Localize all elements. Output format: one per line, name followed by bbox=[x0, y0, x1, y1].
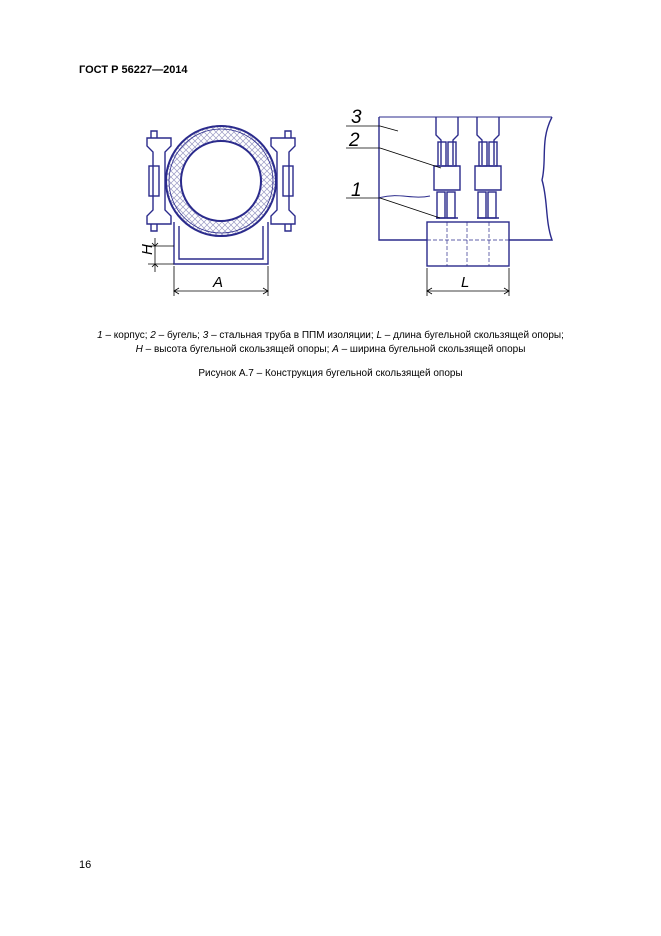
legend-text: – стальная труба в ППМ изоляции; bbox=[208, 330, 377, 341]
dimension-l-label: L bbox=[461, 274, 470, 291]
cross-section-view bbox=[147, 126, 295, 264]
support-drawing bbox=[0, 0, 661, 320]
label-pipe: 3 bbox=[351, 107, 362, 128]
legend-num: 1 bbox=[97, 330, 103, 341]
page-number: 16 bbox=[79, 859, 92, 871]
support-body-side bbox=[427, 222, 509, 266]
clamp-outer bbox=[166, 126, 276, 236]
legend-num: A bbox=[332, 344, 339, 355]
figure-legend-line-1 bbox=[60, 328, 601, 343]
legend-text: – длина бугельной скользящей опоры; bbox=[382, 330, 564, 341]
legend-text: – высота бугельной скользящей опоры; bbox=[142, 344, 333, 355]
legend-num: H bbox=[135, 344, 143, 355]
dimension-a-label: A bbox=[213, 274, 224, 291]
side-view bbox=[379, 117, 552, 266]
label-clamp: 2 bbox=[349, 130, 360, 151]
legend-num: 3 bbox=[202, 330, 209, 341]
leader-lines bbox=[346, 126, 441, 218]
legend-num: L bbox=[376, 330, 382, 341]
legend-text: – корпус; bbox=[102, 330, 151, 341]
legend-text: – ширина бугельной скользящей опоры bbox=[338, 344, 526, 355]
pipe-circle bbox=[181, 141, 261, 221]
figure-legend-line-2 bbox=[60, 342, 601, 357]
figure-caption: Рисунок А.7 – Конструкция бугельной скользящей опоры bbox=[198, 368, 463, 379]
legend-text: – бугель; bbox=[155, 330, 203, 341]
document-header: ГОСТ Р 56227—2014 bbox=[79, 64, 188, 76]
clamp-right bbox=[475, 117, 501, 218]
dimension-h-label: H bbox=[139, 244, 156, 255]
label-body: 1 bbox=[351, 180, 362, 201]
clamp-left bbox=[434, 117, 460, 218]
legend-num: 2 bbox=[150, 330, 156, 341]
